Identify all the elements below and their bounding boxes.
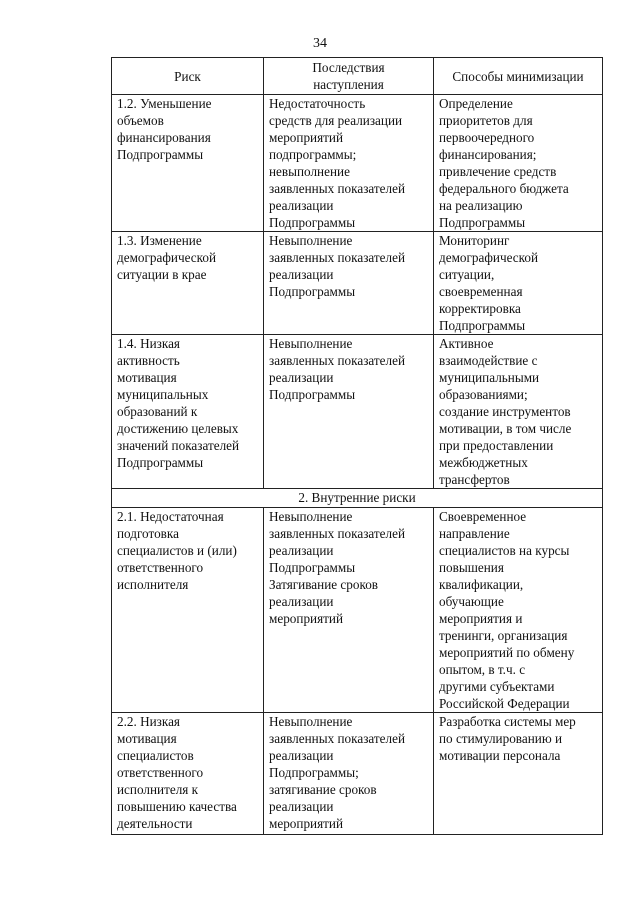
- consequences-cell: Недостаточность средств для реализации мероприятий подпрограммы; невыполнение заявленных показателей реализации Подпрограммы: [264, 95, 434, 232]
- mitigation-cell: Мониторинг демографической ситуации, своевременная корректировка Подпрограммы: [434, 232, 603, 335]
- table-header-row: [112, 58, 603, 95]
- risk-cell: 2.1. Недостаточная подготовка специалистов и (или) ответственного исполнителя: [112, 508, 264, 713]
- consequences-cell: Невыполнение заявленных показателей реализации Подпрограммы: [264, 335, 434, 489]
- mitigation-cell: Определение приоритетов для первоочередного финансирования; привлечение средств федерального бюджета на реализацию Подпрограммы: [434, 95, 603, 232]
- table-row: [112, 335, 603, 489]
- section-row: [112, 489, 603, 508]
- table-row: [112, 95, 603, 232]
- mitigation-cell: Активное взаимодействие с муниципальными образованиями; создание инструментов мотивации, в том числе при предоставлении межбюджетных трансфертов: [434, 335, 603, 489]
- risk-table: [111, 57, 603, 835]
- section-title: 2. Внутренние риски: [112, 489, 603, 508]
- table-row: [112, 232, 603, 335]
- table-row: [112, 713, 603, 835]
- consequences-cell: Невыполнение заявленных показателей реализации Подпрограммы Затягивание сроков реализации мероприятий: [264, 508, 434, 713]
- consequences-cell: Невыполнение заявленных показателей реализации Подпрограммы: [264, 232, 434, 335]
- risk-cell: 2.2. Низкая мотивация специалистов ответственного исполнителя к повышению качества деятельности: [112, 713, 264, 835]
- risk-cell: 1.2. Уменьшение объемов финансирования Подпрограммы: [112, 95, 264, 232]
- mitigation-cell: Разработка системы мер по стимулированию и мотивации персонала: [434, 713, 603, 835]
- risk-cell: 1.3. Изменение демографической ситуации в крае: [112, 232, 264, 335]
- risk-cell: 1.4. Низкая активность мотивация муниципальных образований к достижению целевых значений показателей Подпрограммы: [112, 335, 264, 489]
- table-row: [112, 508, 603, 713]
- mitigation-cell: Своевременное направление специалистов на курсы повышения квалификации, обучающие мероприятия и тренинги, организация мероприятий по обмену опытом, в т.ч. с другими субъектами Российской Федерации: [434, 508, 603, 713]
- header-risk: Риск: [112, 58, 264, 95]
- page-number: 34: [313, 36, 327, 51]
- consequences-cell: Невыполнение заявленных показателей реализации Подпрограммы; затягивание сроков реализации мероприятий: [264, 713, 434, 835]
- header-consequences: Последствия наступления: [264, 58, 434, 95]
- header-mitigation: Способы минимизации: [434, 58, 603, 95]
